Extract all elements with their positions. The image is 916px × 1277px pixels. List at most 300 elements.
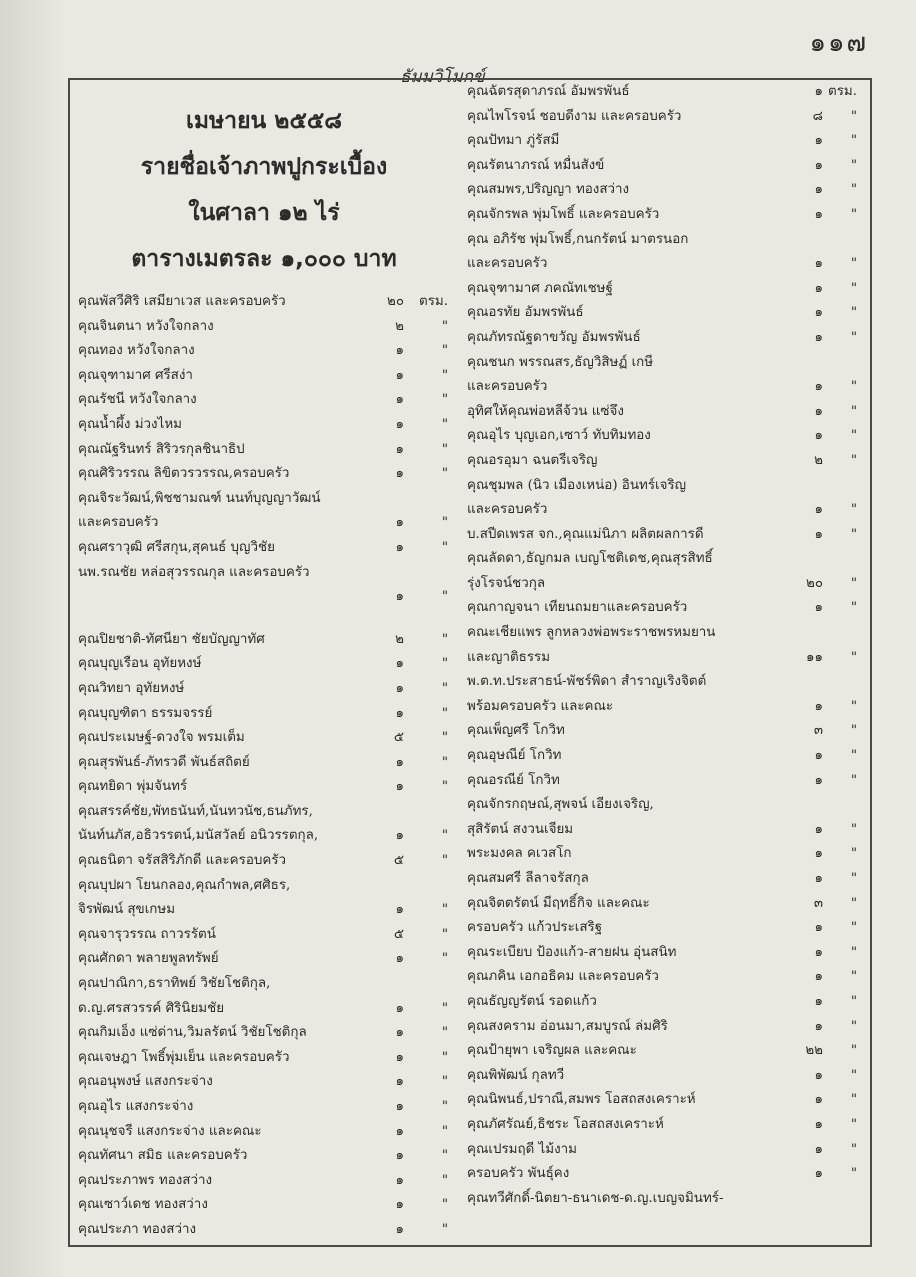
- donor-unit: ": [850, 575, 857, 591]
- donor-amount: ๑: [395, 1221, 404, 1237]
- donor-unit: ": [441, 441, 448, 457]
- donor-entry: [78, 1144, 450, 1169]
- donor-amount: ๓: [813, 895, 823, 911]
- donor-amount: ๑: [814, 920, 823, 936]
- donor-amount: ๑: [814, 1018, 823, 1034]
- donor-unit: ": [850, 944, 857, 960]
- donor-amount: ๒: [814, 452, 823, 468]
- donor-unit: ": [441, 656, 448, 672]
- donor-name: คุณทยิดา พุ่มจันทร์: [78, 779, 188, 795]
- donor-amount: ๑: [395, 1025, 404, 1041]
- donor-name: คุณสุรพันธ์-ภัทรวดี พันธ์สถิตย์: [78, 754, 250, 770]
- donor-entry: [78, 751, 450, 776]
- donor-unit: ": [441, 392, 448, 408]
- donor-entry: [467, 892, 857, 917]
- donor-unit: ": [850, 256, 857, 272]
- donor-unit: ": [441, 367, 448, 383]
- donor-name: คุณ อภิรัช พุ่มโพธิ์,กนกรัตน์ มาตรนอก: [467, 231, 689, 247]
- donor-amount: ๑: [814, 502, 823, 518]
- donor-unit: ": [850, 698, 857, 714]
- donor-entry: [78, 997, 450, 1022]
- donor-unit: ตรม.: [828, 84, 857, 99]
- donor-unit: ": [850, 1018, 857, 1034]
- donor-unit: ": [441, 680, 448, 696]
- donor-amount: ๑: [395, 1099, 404, 1114]
- donor-entry: [78, 511, 450, 536]
- title-location: ในศาลา ๑๒ ไร่: [188, 200, 340, 226]
- donor-entry: [78, 874, 450, 899]
- donor-unit: ": [850, 920, 857, 936]
- title-block: [78, 98, 450, 282]
- donor-name: และครอบครัว: [467, 502, 548, 518]
- donor-name: จิรพัฒน์ สุขเกษม: [78, 902, 176, 918]
- donor-unit: ": [441, 539, 448, 555]
- donor-entry: [78, 1120, 450, 1145]
- donor-entry: [78, 775, 450, 800]
- title-month: เมษายน ๒๕๕๘: [185, 108, 343, 134]
- donor-amount: ๑: [814, 526, 823, 542]
- donor-name: คุณรัตนาภรณ์ หมื่นสังข์: [467, 157, 605, 173]
- donor-entry: [78, 1095, 450, 1120]
- donor-amount: ๑: [395, 680, 404, 696]
- donor-amount: ๕: [393, 926, 404, 942]
- donor-entry: [78, 413, 450, 438]
- donor-name: สุสิรัตน์ สงวนเจียม: [467, 821, 574, 837]
- donor-unit: ": [850, 600, 857, 616]
- donor-unit: ": [441, 1074, 448, 1090]
- donor-amount: ๑: [395, 589, 404, 605]
- donor-name: พระมงคล คเวสโก: [467, 846, 572, 862]
- donor-unit: ": [850, 821, 857, 837]
- donor-name: รุ่งโรจน์ชวกุล: [467, 575, 546, 591]
- donor-entry: [467, 1088, 857, 1113]
- donor-amount: ๑: [814, 821, 823, 837]
- donor-entry: [467, 695, 857, 720]
- donor-unit: ": [441, 416, 448, 432]
- donor-name: คุณนุชจรี แสงกระจ่าง และคณะ: [78, 1123, 262, 1139]
- donor-name: คุณระเบียบ ป้องแก้ว-สายฝน อุ่นสนิท: [467, 944, 677, 960]
- donor-name: คุณจิตตรัตน์ มีฤทธิ์กิจ และคณะ: [467, 895, 650, 911]
- donor-name: คุณอรทัย อัมพรพันธ์: [467, 305, 584, 321]
- donor-entry: [467, 1113, 857, 1138]
- donor-name: คุณอนุพงษ์ แสงกระจ่าง: [78, 1074, 213, 1090]
- donor-unit: ": [850, 871, 857, 886]
- donor-unit: ": [850, 428, 857, 444]
- donor-entry: [467, 474, 857, 499]
- donor-name: คุณจุฑามาศ ศรีสง่า: [78, 367, 193, 383]
- donor-entry: [467, 326, 857, 351]
- donor-entry: [467, 498, 857, 523]
- page-number: ๑๑๗: [809, 28, 868, 58]
- donor-entry: [467, 1187, 857, 1212]
- donor-amount: ๑: [395, 1000, 404, 1016]
- donor-amount: ๘: [812, 108, 823, 124]
- donor-entry: [78, 1046, 450, 1071]
- donor-name: คุณบุญฑิตา ธรรมจรรย์: [78, 705, 213, 721]
- donor-entry: [78, 364, 450, 389]
- donor-entry: [467, 646, 857, 671]
- donor-entry: [467, 1162, 857, 1187]
- donor-entry: [78, 1218, 450, 1243]
- donor-amount: ๑: [814, 993, 823, 1009]
- donor-unit: ": [850, 452, 857, 468]
- donor-unit: ": [850, 1067, 857, 1083]
- donor-name: คุณจิระวัฒน์,พิชชามณฑ์ นนท์บุญญาวัฒน์: [78, 490, 321, 506]
- donor-amount: ๑: [395, 539, 404, 555]
- donor-entry: [78, 462, 450, 487]
- donor-unit: ": [441, 1000, 448, 1016]
- donor-entry: [467, 228, 857, 253]
- donor-entry: [78, 339, 450, 364]
- donor-name: คุณเพ็ญศรี โกวิท: [467, 723, 565, 739]
- donor-unit: ": [441, 343, 448, 359]
- donor-entry: [467, 990, 857, 1015]
- donor-entry: [467, 965, 857, 990]
- donor-unit: ": [850, 206, 857, 222]
- donor-unit: ": [441, 828, 448, 844]
- donor-unit: ": [850, 1166, 857, 1182]
- donor-entry: [467, 818, 857, 843]
- donor-unit: ": [850, 502, 857, 518]
- donor-name: คุณศราวุฒิ ศรีสกุน,สุคนธ์ บุญวิชัย: [78, 539, 275, 555]
- donor-name: และครอบครัว: [78, 515, 159, 531]
- donor-amount: ๑: [814, 772, 823, 788]
- donor-unit: ": [850, 1043, 857, 1059]
- donor-name: คุณพิพัฒน์ กุลทวี: [467, 1067, 565, 1083]
- donor-amount: ๑: [395, 1197, 404, 1213]
- donor-amount: ๕: [393, 853, 404, 869]
- donor-unit: ตรม.: [419, 294, 448, 309]
- donor-entry: [78, 800, 450, 825]
- donor-unit: ": [441, 1221, 448, 1237]
- donor-entry: [467, 916, 857, 941]
- donor-entry: [78, 824, 450, 849]
- donor-unit: ": [850, 1141, 857, 1157]
- donor-name: คุณวิทยา อุทัยหงษ์: [78, 680, 185, 696]
- donor-name: คุณอรอุมา ฉนตรีเจริญ: [467, 452, 598, 468]
- donor-entry: [78, 1070, 450, 1095]
- donor-amount: ๑: [814, 600, 823, 616]
- donor-unit: ": [441, 589, 448, 605]
- donor-entry: [78, 923, 450, 948]
- donor-unit: ": [850, 157, 857, 173]
- donor-name: คุณปิยชาติ-ทัศนียา ชัยบัญญาทัศ: [78, 631, 265, 647]
- donor-entry: [78, 1169, 450, 1194]
- donor-name: คุณชุมพล (นิว เมืองเหน่อ) อินทร์เจริญ: [467, 477, 687, 493]
- donor-entry: [78, 438, 450, 463]
- donor-entry: [78, 315, 450, 340]
- donor-entry: [467, 277, 857, 302]
- donor-name: คุณอุษณีย์ โกวิท: [467, 748, 562, 764]
- donor-name: คุณณัฐรินทร์ สิริวรกุลชินาธิป: [78, 441, 245, 457]
- donor-amount: ๑: [395, 367, 404, 383]
- donor-name: คุณอุไร แสงกระจ่าง: [78, 1099, 194, 1114]
- donor-entry: [467, 351, 857, 376]
- donor-unit: ": [850, 379, 857, 395]
- donor-unit: ": [441, 926, 448, 942]
- donor-entry: [467, 769, 857, 794]
- donor-amount: ๑: [395, 1172, 404, 1188]
- donor-amount: ๑: [814, 206, 823, 222]
- donor-name: พร้อมครอบครัว และคณะ: [467, 698, 614, 714]
- donor-unit: ": [441, 1049, 448, 1065]
- donor-name: คุณจักรพล พุ่มโพธิ์ และครอบครัว: [467, 206, 660, 222]
- donor-entry: [467, 867, 857, 892]
- donor-entry: [78, 561, 450, 586]
- donor-name: คุณสงคราม อ่อนมา,สมบูรณ์ ล่มศิริ: [467, 1018, 668, 1034]
- donor-unit: ": [441, 705, 448, 721]
- donor-entry: [467, 400, 857, 425]
- donor-amount: ๑: [814, 133, 823, 149]
- donor-amount: ๕: [393, 730, 404, 746]
- donor-entry: [467, 793, 857, 818]
- donor-unit: ": [441, 730, 448, 746]
- donor-entry: [467, 941, 857, 966]
- donor-unit: ": [441, 1123, 448, 1139]
- donor-unit: ": [850, 649, 857, 665]
- donor-entry: [78, 898, 450, 923]
- donor-name: คุณอุไร บุญเอก,เซาว์ ทับทิมทอง: [467, 428, 651, 444]
- donor-unit: ": [441, 1025, 448, 1041]
- donor-name: ด.ญ.ศรสวรรค์ ศิรินิยมชัย: [78, 1000, 225, 1016]
- donor-name: นันท์นภัส,อธิวรรตน์,มนัสวัลย์ อนิวรรตกุล,: [78, 828, 319, 844]
- donor-name: อุทิศให้คุณพ่อหลีจ้วน แซ่จึง: [467, 403, 624, 419]
- donor-amount: ๑: [814, 871, 823, 886]
- donor-name: คุณอรณีย์ โกวิท: [467, 772, 560, 788]
- donor-name: คุณภัศรัณย์,ธิชระ โอสถสงเคราะห์: [467, 1116, 664, 1132]
- donor-entry: [467, 449, 857, 474]
- donor-unit: ": [850, 969, 857, 985]
- donor-entry: [467, 1015, 857, 1040]
- donor-amount: ๑: [395, 754, 404, 770]
- donor-name: คุณสมศรี ลีลาจรัสกุล: [467, 871, 589, 886]
- donor-name: คณะเชียแพร ลูกหลวงพ่อพระราชพรหมยาน: [467, 625, 716, 641]
- donor-unit: ": [441, 631, 448, 647]
- donor-entry: [467, 1039, 857, 1064]
- donor-name: พ.ต.ท.ประสาธน์-พัชร์พิดา สำราญเริงจิตต์: [467, 674, 707, 690]
- donor-unit: ": [850, 895, 857, 911]
- donor-amount: ๑: [814, 329, 823, 345]
- donor-entry: [467, 424, 857, 449]
- donor-unit: ": [850, 1116, 857, 1132]
- donor-amount: ๑: [814, 698, 823, 714]
- donor-entry: [78, 1193, 450, 1218]
- donor-unit: ": [850, 108, 857, 124]
- donor-name: คุณไพโรจน์ ชอบดีงาม และครอบครัว: [467, 108, 682, 124]
- donor-name: คุณพัสวีศิริ เสมียาเวส และครอบครัว: [78, 294, 286, 309]
- donor-amount: ๑: [395, 466, 404, 482]
- donor-name: คุณทัศนา สมิธ และครอบครัว: [78, 1148, 248, 1164]
- donor-entry: [78, 487, 450, 512]
- donor-unit: ": [850, 748, 857, 764]
- donor-amount: ๑: [395, 828, 404, 844]
- donor-entry: [467, 1064, 857, 1089]
- donor-amount: ๑: [814, 182, 823, 198]
- donor-amount: ๑: [395, 515, 404, 531]
- donor-unit: ": [850, 772, 857, 788]
- donor-amount: ๑: [814, 944, 823, 960]
- donor-entry: [78, 290, 450, 315]
- donor-entry: [467, 523, 857, 548]
- donor-entry: [78, 628, 450, 653]
- donor-amount: ๑: [395, 779, 404, 795]
- donor-unit: ": [441, 1172, 448, 1188]
- donor-amount: ๑: [395, 656, 404, 672]
- donor-name: คุณจักรกฤษณ์,สุพจน์ เอียงเจริญ,: [467, 797, 654, 813]
- donor-amount: ๑: [395, 416, 404, 432]
- donor-entry: [467, 154, 857, 179]
- donor-name: คุณประเมษฐ์-ดวงใจ พรมเต็ม: [78, 730, 245, 746]
- donor-amount: ๑: [814, 84, 823, 99]
- donor-amount: ๓: [813, 723, 823, 739]
- donor-amount: ๑: [814, 1166, 823, 1182]
- donor-amount: ๑: [814, 1116, 823, 1132]
- donor-entry: [78, 849, 450, 874]
- donor-entry: [467, 80, 857, 105]
- donor-entry: [78, 972, 450, 997]
- donor-entry: [78, 677, 450, 702]
- donor-name: คุณธนิตา จรัสสิริภักดี และครอบครัว: [78, 853, 287, 869]
- donor-name: และครอบครัว: [467, 256, 548, 272]
- donor-unit: ": [441, 951, 448, 967]
- donor-name: คุณเปรมฤดี ไม้งาม: [467, 1141, 577, 1157]
- donor-entry: [78, 388, 450, 413]
- donor-amount: ๑: [395, 1123, 404, 1139]
- donor-amount: ๑: [814, 1067, 823, 1083]
- donor-entry: [467, 596, 857, 621]
- donor-name: คุณฉัตรสุดาภรณ์ อัมพรพันธ์: [467, 84, 630, 99]
- donor-entry: [78, 947, 450, 972]
- donor-name: คุณภัทรณัฐดาขวัญ อัมพรพันธ์: [467, 329, 641, 345]
- donor-entry: [467, 621, 857, 646]
- donor-unit: ": [850, 1092, 857, 1108]
- donor-name: นพ.รณชัย หล่อสุวรรณกุล และครอบครัว: [78, 564, 310, 580]
- donor-unit: ": [850, 526, 857, 542]
- donor-name: บ.สปีดเพรส จก.,คุณแม่นิภา ผลิตผลการดี: [467, 526, 704, 542]
- donor-unit: ": [441, 1197, 448, 1213]
- donor-unit: ": [850, 305, 857, 321]
- donor-amount: ๑: [814, 969, 823, 985]
- donor-name: คุณสมพร,ปริญญา ทองสว่าง: [467, 182, 630, 198]
- donor-entry: [467, 670, 857, 695]
- donor-amount: ๑: [814, 1092, 823, 1108]
- donor-entry: [467, 203, 857, 228]
- donor-name: คุณภคิน เอกอธิคม และครอบครัว: [467, 969, 659, 985]
- donor-amount: ๑: [395, 1148, 404, 1164]
- donor-name: ครอบครัว แก้วประเสริฐ: [467, 920, 603, 936]
- donor-unit: ": [850, 993, 857, 1009]
- donor-unit: ": [441, 466, 448, 482]
- donor-name: คุณประภาพร ทองสว่าง: [78, 1172, 213, 1188]
- donor-name: คุณบุปผา โยนกลอง,คุณกำพล,ศศิธร,: [78, 877, 291, 893]
- donor-amount: ๑: [814, 256, 823, 272]
- donor-entry: [78, 652, 450, 677]
- donor-amount: ๑: [814, 1141, 823, 1157]
- donor-entry: [467, 252, 857, 277]
- left-column: [78, 80, 450, 1243]
- donor-entry: [467, 1138, 857, 1163]
- donor-amount: ๑: [814, 403, 823, 419]
- donor-name: คุณลัดดา,ธัญกมล เบญโชติเดช,คุณสุรสิทธิ์: [467, 551, 713, 567]
- donor-name: ครอบครัว พันธุ์คง: [467, 1166, 570, 1182]
- donor-name: คุณศิริวรรณ ลิขิตวรวรรณ,ครอบครัว: [78, 466, 290, 482]
- donor-unit: ": [441, 779, 448, 795]
- donor-unit: ": [441, 1099, 448, 1114]
- donor-entry: [467, 301, 857, 326]
- donor-entry: [78, 702, 450, 727]
- donor-entry: [78, 585, 450, 610]
- donor-entry: [78, 726, 450, 751]
- donor-name: และญาติธรรม: [467, 649, 551, 665]
- donor-amount: ๑: [814, 305, 823, 321]
- donor-name: และครอบครัว: [467, 379, 548, 395]
- donor-amount: ๑: [395, 1049, 404, 1065]
- donor-amount: ๑: [395, 343, 404, 359]
- donor-amount: ๒๐: [387, 294, 404, 309]
- donor-unit: ": [441, 318, 448, 334]
- donor-unit: ": [441, 853, 448, 869]
- page-edge-shadow: [0, 0, 66, 1277]
- donor-entry: [467, 105, 857, 130]
- donor-amount: ๑: [395, 705, 404, 721]
- donor-unit: ": [850, 133, 857, 149]
- donor-name: คุณธัญญรัตน์ รอดแก้ว: [467, 993, 597, 1009]
- title-donor-list: รายชื่อเจ้าภาพปูกระเบื้อง: [140, 154, 388, 180]
- donor-entry: [467, 719, 857, 744]
- donor-name: คุณทวีศักดิ์-นิตยา-ธนาเดช-ด.ญ.เบญจมินทร์-: [467, 1190, 724, 1206]
- donor-unit: ": [850, 182, 857, 198]
- donor-name: คุณปัทมา ภู่รัสมี: [467, 133, 560, 149]
- right-donor-list: [467, 80, 857, 1211]
- running-header: ธัมมวิโมกข์: [400, 67, 485, 87]
- donor-name: คุณน้ำผึ้ง ม่วงไหม: [78, 416, 182, 432]
- donor-amount: ๒: [395, 318, 404, 334]
- donor-amount: ๑๑: [806, 649, 823, 665]
- donor-name: คุณสรรค์ชัย,พัทธนันท์,นันทวนัช,ธนภัทร,: [78, 803, 313, 819]
- donor-name: คุณประภา ทองสว่าง: [78, 1221, 197, 1237]
- donor-name: คุณเซาว์เดช ทองสว่าง: [78, 1197, 208, 1213]
- donor-amount: ๑: [395, 902, 404, 918]
- donor-unit: ": [441, 1148, 448, 1164]
- title-price: ตารางเมตรละ ๑,๐๐๐ บาท: [131, 246, 397, 272]
- donor-entry: [467, 547, 857, 572]
- donor-entry: [78, 536, 450, 561]
- donor-name: คุณศักดา พลายพูลทรัพย์: [78, 951, 219, 967]
- donor-amount: ๑: [814, 846, 823, 862]
- donor-amount: ๑: [395, 1074, 404, 1090]
- donor-name: คุณนิพนธ์,ปราณี,สมพร โอสถสงเคราะห์: [467, 1092, 696, 1108]
- donor-name: คุณรัชนี หวังใจกลาง: [78, 392, 197, 408]
- donor-name: คุณบุญเรือน อุทัยหงษ์: [78, 656, 202, 672]
- donor-unit: ": [441, 754, 448, 770]
- donor-amount: ๑: [814, 379, 823, 395]
- donor-name: คุณปาณิกา,ธราทิพย์ วิชัยโชติกุล,: [78, 976, 271, 992]
- donor-amount: ๑: [395, 392, 404, 408]
- donor-name: คุณจุฑามาศ ภคณัทเชษฐ์: [467, 280, 613, 296]
- donor-name: คุณเจษฎา โพธิ์พุ่มเย็น และครอบครัว: [78, 1049, 290, 1065]
- donor-entry: [467, 178, 857, 203]
- donor-amount: ๒: [395, 631, 404, 647]
- donor-amount: ๑: [814, 280, 823, 296]
- donor-unit: ": [850, 723, 857, 739]
- donor-name: คุณจารุวรรณ ถาวรรัตน์: [78, 926, 216, 942]
- donor-amount: ๑: [395, 951, 404, 967]
- donor-entry: [467, 572, 857, 597]
- donor-amount: ๑: [814, 748, 823, 764]
- donor-unit: ": [850, 846, 857, 862]
- donor-entry: [467, 744, 857, 769]
- donor-amount: ๑: [814, 157, 823, 173]
